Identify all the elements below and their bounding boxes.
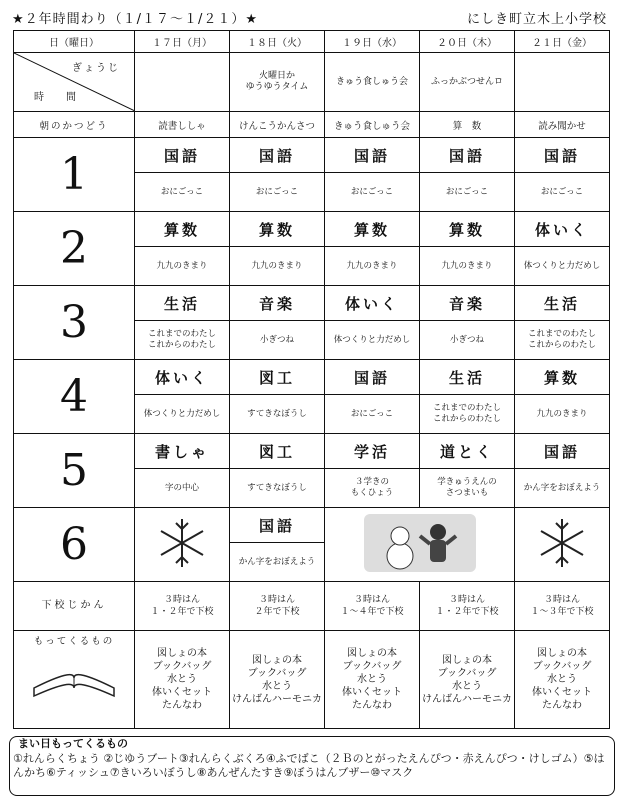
dismissal-cell: ３時はん １・２年で下校	[420, 582, 515, 631]
daily-items-title: まい日もってくるもの	[18, 737, 128, 750]
subject-cell: 算数	[135, 212, 230, 247]
dismissal-row	[14, 582, 610, 631]
morning-cell: 読書ししゃ	[135, 112, 230, 138]
subject-cell: 音楽	[420, 286, 515, 321]
event-label: ぎょうじ	[72, 63, 120, 74]
subject-cell: 国語	[135, 138, 230, 173]
subject-cell: 国語	[515, 434, 610, 469]
period-number: 3	[14, 286, 135, 360]
unit-cell: かん字をおぼえよう	[230, 543, 325, 582]
book-icon	[24, 648, 124, 706]
subject-cell: 学活	[325, 434, 420, 469]
snowflake-icon	[515, 508, 610, 582]
unit-cell: ３学きの もくひょう	[325, 469, 420, 508]
unit-cell: これまでのわたし これからのわたし	[135, 321, 230, 360]
head-label: 日（曜日）	[14, 31, 135, 53]
day-header: ２０日（木）	[420, 31, 515, 53]
subject-cell: 国語	[420, 138, 515, 173]
morning-label: 朝のかつどう	[14, 112, 135, 138]
subject-cell: 算数	[230, 212, 325, 247]
dismissal-label: 下校じかん	[14, 582, 135, 631]
unit-cell: かん字をおぼえよう	[515, 469, 610, 508]
unit-cell: 九九のきまり	[515, 395, 610, 434]
day-header-row	[14, 31, 610, 53]
subject-cell: 国語	[325, 138, 420, 173]
unit-cell: 体つくりと力だめし	[325, 321, 420, 360]
morning-cell: けんこうかんさつ	[230, 112, 325, 138]
unit-cell: 九九のきまり	[135, 247, 230, 286]
daily-items-list: ①れんらくちょう ②じゆうブート③れんらくぶくろ④ふでばこ（２Ｂのとがったえんぴつ・赤えんぴつ・けしゴム）⑤はんかち⑥ティッシュ⑦きいろいぼうし⑧あんぜんたすき⑨ぼうはんブザー⑩マスク	[13, 752, 605, 779]
snowflake-icon	[135, 508, 230, 582]
page-title: ★２年時間わり（１/１７〜１/２１）★	[12, 12, 259, 27]
subject-cell: 国語	[230, 138, 325, 173]
event-cell: 火曜日か ゆうゆうタイム	[230, 53, 325, 112]
unit-cell: 体つくりと力だめし	[135, 395, 230, 434]
unit-cell: 字の中心	[135, 469, 230, 508]
event-row	[14, 53, 610, 112]
bring-cell: 図しょの本 ブックバッグ 水とう 体いくセット たんなわ	[135, 631, 230, 729]
unit-cell: 九九のきまり	[230, 247, 325, 286]
unit-cell: 体つくりと力だめし	[515, 247, 610, 286]
morning-cell: 読み聞かせ	[515, 112, 610, 138]
unit-cell: おにごっこ	[230, 173, 325, 212]
school-name: にしき町立木上小学校	[466, 12, 607, 27]
unit-cell: すてきなぼうし	[230, 469, 325, 508]
subject-cell: 国語	[325, 360, 420, 395]
period-number: 4	[14, 360, 135, 434]
subject-cell: 体いく	[135, 360, 230, 395]
day-header: ２１日（金）	[515, 31, 610, 53]
event-cell: きゅう食しゅう会	[325, 53, 420, 112]
subject-cell: 算数	[420, 212, 515, 247]
dismissal-cell: ３時はん １〜３年で下校	[515, 582, 610, 631]
subject-cell: 生活	[420, 360, 515, 395]
subject-cell: 書しゃ	[135, 434, 230, 469]
timetable	[13, 30, 610, 729]
bring-label: もってくるもの	[33, 636, 115, 647]
subject-cell: 算数	[515, 360, 610, 395]
unit-cell: 九九のきまり	[325, 247, 420, 286]
period-number: 2	[14, 212, 135, 286]
morning-cell: 算 数	[420, 112, 515, 138]
bring-cell: 図しょの本 ブックバッグ 水とう 体いくセット たんなわ	[515, 631, 610, 729]
morning-row	[14, 112, 610, 138]
unit-cell: おにごっこ	[135, 173, 230, 212]
event-label-cell	[14, 53, 135, 112]
snowflake-icon	[152, 513, 212, 573]
period-row	[14, 286, 610, 321]
time-label: 時 間	[34, 92, 82, 103]
period-row	[14, 508, 610, 543]
period-row	[14, 360, 610, 395]
period-row	[14, 434, 610, 469]
bring-cell: 図しょの本 ブックバッグ 水とう けんばんハーモニカ	[420, 631, 515, 729]
snowman-kids-illustration	[360, 510, 480, 576]
snowflake-icon	[532, 513, 592, 573]
period-number: 1	[14, 138, 135, 212]
subject-cell: 図工	[230, 360, 325, 395]
event-cell	[515, 53, 610, 112]
subject-cell: 生活	[515, 286, 610, 321]
day-header: １８日（火）	[230, 31, 325, 53]
unit-cell: おにごっこ	[515, 173, 610, 212]
unit-cell: 小ぎつね	[420, 321, 515, 360]
unit-cell: おにごっこ	[325, 395, 420, 434]
day-header: １９日（水）	[325, 31, 420, 53]
period-row	[14, 212, 610, 247]
snowman-kids-illustration	[325, 508, 515, 582]
page-header	[12, 8, 611, 26]
event-cell: ふっかぶつせんロ	[420, 53, 515, 112]
subject-cell: 国語	[230, 508, 325, 543]
dismissal-cell: ３時はん ２年で下校	[230, 582, 325, 631]
unit-cell: すてきなぼうし	[230, 395, 325, 434]
subject-cell: 図工	[230, 434, 325, 469]
bring-label-cell	[14, 631, 135, 729]
subject-cell: 生活	[135, 286, 230, 321]
unit-cell: 小ぎつね	[230, 321, 325, 360]
subject-cell: 体いく	[325, 286, 420, 321]
event-cell	[135, 53, 230, 112]
subject-cell: 体いく	[515, 212, 610, 247]
unit-cell: おにごっこ	[325, 173, 420, 212]
subject-cell: 国語	[515, 138, 610, 173]
bring-row	[14, 631, 610, 729]
bring-cell: 図しょの本 ブックバッグ 水とう 体いくセット たんなわ	[325, 631, 420, 729]
unit-cell: これまでのわたし これからのわたし	[515, 321, 610, 360]
unit-cell: 学きゅうえんの さつまいも	[420, 469, 515, 508]
dismissal-cell: ３時はん １・２年で下校	[135, 582, 230, 631]
daily-items-box	[9, 736, 615, 796]
subject-cell: 算数	[325, 212, 420, 247]
dismissal-cell: ３時はん １〜４年で下校	[325, 582, 420, 631]
bring-cell: 図しょの本 ブックバッグ 水とう けんばんハーモニカ	[230, 631, 325, 729]
subject-cell: 道とく	[420, 434, 515, 469]
subject-cell: 音楽	[230, 286, 325, 321]
morning-cell: きゅう食しゅう会	[325, 112, 420, 138]
period-number: 5	[14, 434, 135, 508]
period-row	[14, 138, 610, 173]
day-header: １７日（月）	[135, 31, 230, 53]
unit-cell: これまでのわたし これからのわたし	[420, 395, 515, 434]
period-number: 6	[14, 508, 135, 582]
unit-cell: 九九のきまり	[420, 247, 515, 286]
unit-cell: おにごっこ	[420, 173, 515, 212]
